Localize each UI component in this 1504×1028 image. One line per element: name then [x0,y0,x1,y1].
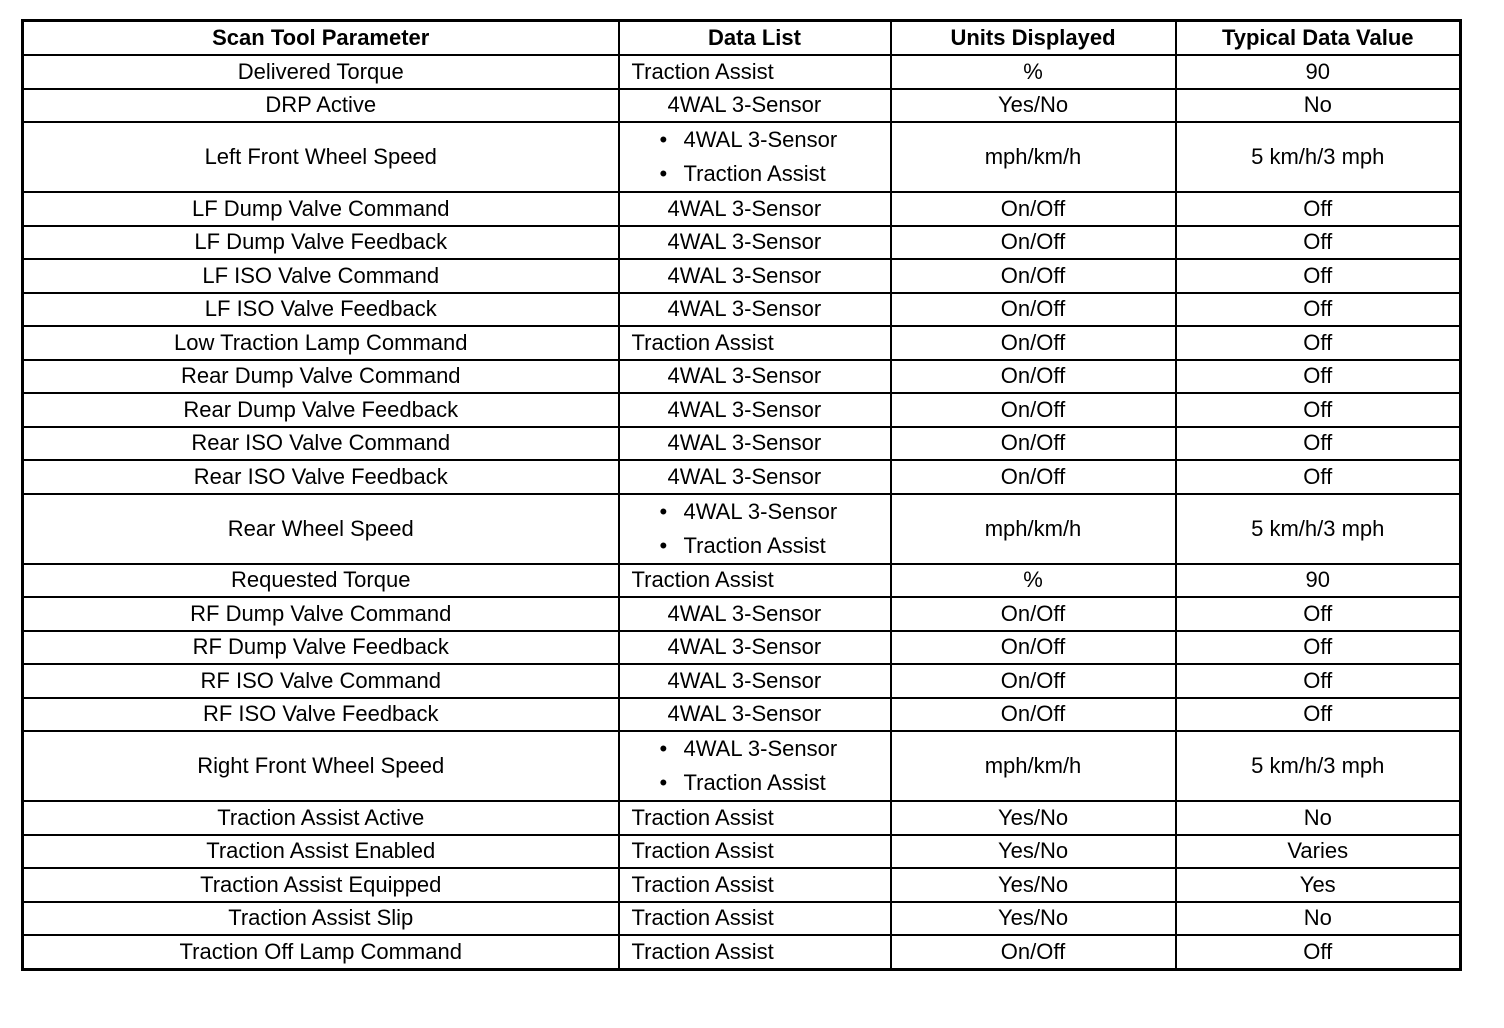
data-list-cell: 4WAL 3-Sensor [619,89,891,123]
table-row [23,89,1461,123]
units-displayed-cell: On/Off [891,393,1176,427]
data-list-bullet-item: • 4WAL 3-Sensor [660,123,884,157]
scan-tool-parameter-cell: Low Traction Lamp Command [23,326,619,360]
units-displayed-cell: mph/km/h [891,494,1176,564]
data-list-bullet-item: • 4WAL 3-Sensor [660,495,884,529]
data-list-bullets [626,732,884,800]
typical-data-value-cell: Yes [1176,868,1461,902]
data-list-cell: 4WAL 3-Sensor [619,597,891,631]
data-list-bullets [626,123,884,191]
units-displayed-cell: On/Off [891,427,1176,461]
data-list-cell [619,731,891,801]
units-displayed-cell: On/Off [891,631,1176,665]
typical-data-value-cell: 5 km/h/3 mph [1176,731,1461,801]
table-row [23,935,1461,969]
typical-data-value-cell: 90 [1176,55,1461,89]
typical-data-value-cell: Off [1176,427,1461,461]
typical-data-value-cell: Off [1176,460,1461,494]
units-displayed-cell: % [891,55,1176,89]
data-list-cell: 4WAL 3-Sensor [619,259,891,293]
data-list-cell [619,122,891,192]
data-list-cell: Traction Assist [619,326,891,360]
table-row [23,393,1461,427]
units-displayed-cell: Yes/No [891,868,1176,902]
header-row [23,21,1461,56]
units-displayed-cell: % [891,564,1176,598]
units-displayed-cell: On/Off [891,226,1176,260]
scan-tool-parameter-cell: Right Front Wheel Speed [23,731,619,801]
scan-tool-parameter-cell: Traction Assist Enabled [23,835,619,869]
table-row [23,597,1461,631]
header-typical-data-value: Typical Data Value [1176,21,1461,56]
typical-data-value-cell: Off [1176,226,1461,260]
table-row [23,326,1461,360]
scan-tool-parameter-cell: Traction Assist Equipped [23,868,619,902]
table-row [23,801,1461,835]
table-row [23,460,1461,494]
data-list-cell: Traction Assist [619,55,891,89]
table-row [23,192,1461,226]
typical-data-value-cell: Off [1176,935,1461,969]
scan-tool-parameter-cell: Delivered Torque [23,55,619,89]
typical-data-value-cell: Off [1176,597,1461,631]
data-list-cell [619,494,891,564]
units-displayed-cell: Yes/No [891,89,1176,123]
table-row [23,494,1461,564]
scan-tool-parameter-cell: RF Dump Valve Command [23,597,619,631]
scan-tool-parameter-cell: Traction Assist Slip [23,902,619,936]
units-displayed-cell: On/Off [891,326,1176,360]
scan-tool-parameter-cell: Rear Dump Valve Feedback [23,393,619,427]
typical-data-value-cell: Off [1176,631,1461,665]
table-row [23,868,1461,902]
header-units-displayed: Units Displayed [891,21,1176,56]
scan-tool-parameter-cell: LF ISO Valve Command [23,259,619,293]
data-list-cell: Traction Assist [619,902,891,936]
data-list-cell: Traction Assist [619,835,891,869]
data-list-bullet-item: • 4WAL 3-Sensor [660,732,884,766]
table-row [23,698,1461,732]
table-row [23,259,1461,293]
table-row [23,293,1461,327]
table-row [23,55,1461,89]
typical-data-value-cell: Off [1176,293,1461,327]
data-list-cell: 4WAL 3-Sensor [619,427,891,461]
data-list-cell: Traction Assist [619,935,891,969]
scan-tool-parameter-cell: Traction Assist Active [23,801,619,835]
units-displayed-cell: On/Off [891,293,1176,327]
units-displayed-cell: Yes/No [891,801,1176,835]
typical-data-value-cell: Varies [1176,835,1461,869]
table-row [23,902,1461,936]
typical-data-value-cell: Off [1176,192,1461,226]
units-displayed-cell: On/Off [891,460,1176,494]
scan-tool-parameter-cell: RF Dump Valve Feedback [23,631,619,665]
scan-tool-parameter-cell: LF ISO Valve Feedback [23,293,619,327]
data-list-cell: 4WAL 3-Sensor [619,226,891,260]
table-body [23,55,1461,969]
scan-tool-parameter-cell: Traction Off Lamp Command [23,935,619,969]
data-list-bullets [626,495,884,563]
data-list-cell: 4WAL 3-Sensor [619,360,891,394]
table-row [23,226,1461,260]
typical-data-value-cell: Off [1176,360,1461,394]
scan-tool-parameter-cell: DRP Active [23,89,619,123]
units-displayed-cell: On/Off [891,360,1176,394]
data-list-cell: Traction Assist [619,868,891,902]
scan-tool-parameter-cell: RF ISO Valve Command [23,664,619,698]
scan-tool-parameter-cell: Rear ISO Valve Command [23,427,619,461]
units-displayed-cell: mph/km/h [891,731,1176,801]
units-displayed-cell: On/Off [891,259,1176,293]
typical-data-value-cell: Off [1176,664,1461,698]
header-scan-tool-parameter: Scan Tool Parameter [23,21,619,56]
table-row [23,664,1461,698]
table-row [23,731,1461,801]
data-list-cell: 4WAL 3-Sensor [619,664,891,698]
data-list-cell: 4WAL 3-Sensor [619,460,891,494]
typical-data-value-cell: 5 km/h/3 mph [1176,494,1461,564]
units-displayed-cell: Yes/No [891,902,1176,936]
typical-data-value-cell: 5 km/h/3 mph [1176,122,1461,192]
typical-data-value-cell: Off [1176,393,1461,427]
typical-data-value-cell: Off [1176,698,1461,732]
units-displayed-cell: On/Off [891,664,1176,698]
scan-tool-parameter-cell: Rear Dump Valve Command [23,360,619,394]
data-list-cell: 4WAL 3-Sensor [619,698,891,732]
scan-tool-data-table [21,19,1462,971]
typical-data-value-cell: Off [1176,259,1461,293]
scan-tool-parameter-cell: LF Dump Valve Feedback [23,226,619,260]
scan-tool-parameter-cell: Rear ISO Valve Feedback [23,460,619,494]
table-row [23,564,1461,598]
units-displayed-cell: On/Off [891,935,1176,969]
data-list-cell: Traction Assist [619,564,891,598]
units-displayed-cell: On/Off [891,597,1176,631]
units-displayed-cell: Yes/No [891,835,1176,869]
data-list-bullet-item: • Traction Assist [660,529,884,563]
scan-tool-parameter-cell: Left Front Wheel Speed [23,122,619,192]
table-row [23,835,1461,869]
table-row [23,360,1461,394]
data-list-cell: 4WAL 3-Sensor [619,631,891,665]
header-data-list: Data List [619,21,891,56]
data-list-cell: 4WAL 3-Sensor [619,293,891,327]
data-list-cell: 4WAL 3-Sensor [619,192,891,226]
data-list-cell: Traction Assist [619,801,891,835]
typical-data-value-cell: No [1176,801,1461,835]
typical-data-value-cell: No [1176,902,1461,936]
table-row [23,427,1461,461]
scan-tool-parameter-cell: LF Dump Valve Command [23,192,619,226]
data-list-bullet-item: • Traction Assist [660,766,884,800]
typical-data-value-cell: Off [1176,326,1461,360]
data-list-bullet-item: • Traction Assist [660,157,884,191]
scan-tool-parameter-cell: RF ISO Valve Feedback [23,698,619,732]
table-row [23,631,1461,665]
units-displayed-cell: mph/km/h [891,122,1176,192]
typical-data-value-cell: No [1176,89,1461,123]
scan-tool-parameter-cell: Requested Torque [23,564,619,598]
scan-tool-parameter-cell: Rear Wheel Speed [23,494,619,564]
units-displayed-cell: On/Off [891,698,1176,732]
typical-data-value-cell: 90 [1176,564,1461,598]
table-row [23,122,1461,192]
data-list-cell: 4WAL 3-Sensor [619,393,891,427]
units-displayed-cell: On/Off [891,192,1176,226]
